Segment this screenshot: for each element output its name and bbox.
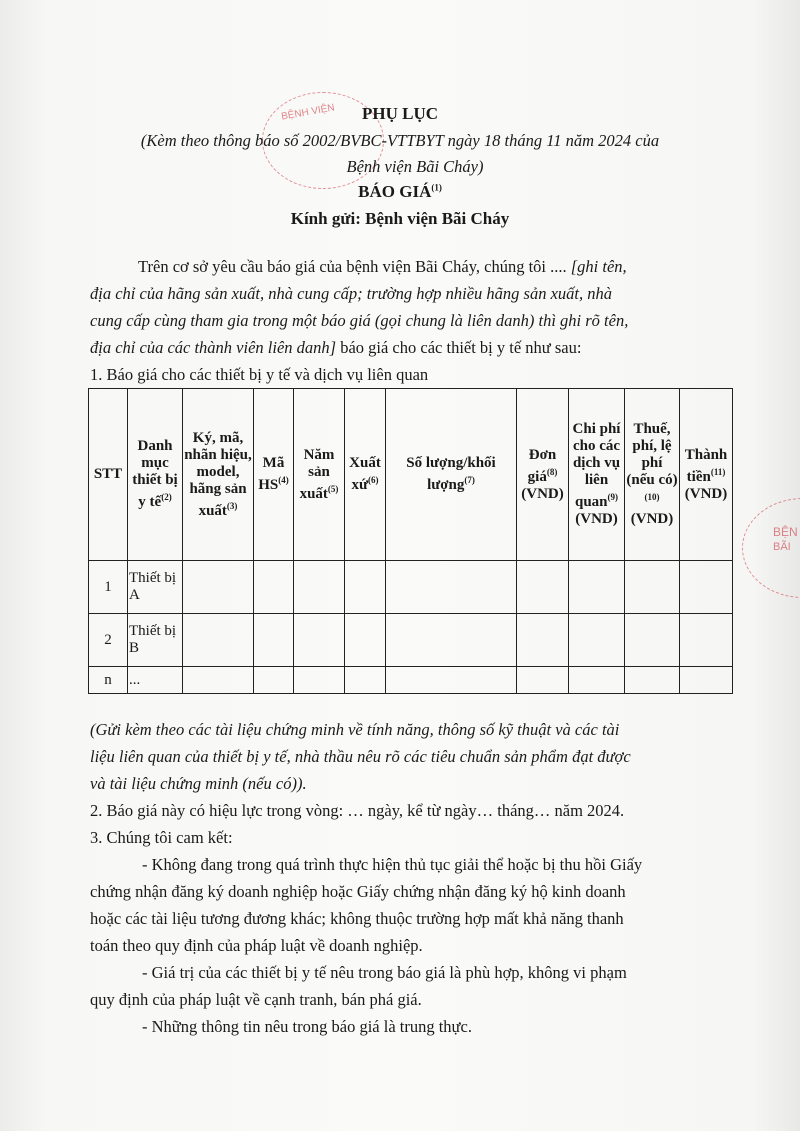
table-cell (294, 614, 345, 667)
table-cell (569, 667, 625, 694)
table-cell (254, 561, 294, 614)
table-cell (625, 614, 680, 667)
intro-line-4 (90, 338, 712, 358)
subtitle-line-2: Bệnh viện Bãi Cháy) (346, 157, 484, 176)
row-stt: n (89, 667, 128, 694)
document-title-note: (1) (431, 182, 442, 193)
stamp-text: BỆNH VIỆN (280, 102, 336, 123)
row-item-name: ... (128, 667, 183, 694)
col-header-don-gia: Đơn giá$^{(8)}$ (VND) (517, 389, 569, 561)
intro-line-2: địa chỉ của hãng sản xuất, nhà cung cấp; trường hợp nhiều hãng sản xuất, nhà (90, 284, 613, 303)
document-title (0, 182, 800, 202)
table-cell (517, 614, 569, 667)
side-stamp-text-2: BÃI (773, 541, 791, 553)
intro-line-1-italic: [ghi tên, (570, 257, 627, 276)
table-row (89, 561, 733, 614)
quotation-table (88, 388, 733, 694)
table-cell (680, 614, 733, 667)
intro-line-1-text: Trên cơ sở yêu cầu báo giá của bệnh viện Bãi Cháy, chúng tôi .... (138, 257, 571, 276)
table-cell (386, 561, 517, 614)
intro-line-4-text: báo giá cho các thiết bị y tế như sau: (336, 338, 582, 357)
table-cell (183, 561, 254, 614)
table-cell (680, 667, 733, 694)
commitment-2-line-1: - Giá trị của các thiết bị y tế nêu trong báo giá là phù hợp, không vi phạm (142, 963, 627, 982)
table-cell (517, 561, 569, 614)
intro-line-4-italic: địa chỉ của các thành viên liên danh] (90, 338, 337, 357)
appendix-title: PHỤ LỤC (361, 104, 439, 123)
note-line-3: và tài liệu chứng minh (nếu có)). (90, 774, 307, 793)
col-header-danh-muc: Danh mục thiết bị y tế$^{(2)}$ (128, 389, 183, 561)
commitment-1-line-1: - Không đang trong quá trình thực hiện thủ tục giải thể hoặc bị thu hồi Giấy (142, 855, 643, 874)
commitment-1-line-4: toán theo quy định của pháp luật về doanh nghiệp. (90, 936, 423, 955)
table-cell (569, 614, 625, 667)
col-header-stt: STT (89, 389, 128, 561)
table-cell (625, 667, 680, 694)
subtitle-line-1: (Kèm theo thông báo số 2002/BVBC-VTTBYT ngày 18 tháng 11 năm 2024 của (140, 131, 660, 150)
commitment-3-line-1: - Những thông tin nêu trong báo giá là trung thực. (142, 1017, 472, 1036)
side-stamp-text-1: BỆN (773, 525, 798, 539)
table-cell (294, 561, 345, 614)
table-row (89, 614, 733, 667)
col-header-xuat-xu: Xuất xứ$^{(6)}$ (345, 389, 386, 561)
col-header-nam-sx: Năm sản xuất$^{(5)}$ (294, 389, 345, 561)
section-3-heading: 3. Chúng tôi cam kết: (90, 828, 233, 847)
note-line-2: liệu liên quan của thiết bị y tế, nhà thầu nêu rõ các tiêu chuẩn sản phẩm đạt được (90, 747, 631, 766)
recipient-line: Kính gửi: Bệnh viện Bãi Cháy (290, 209, 510, 228)
section-1-heading: 1. Báo giá cho các thiết bị y tế và dịch vụ liên quan (90, 365, 429, 384)
note-line-1: (Gửi kèm theo các tài liệu chứng minh về tính năng, thông số kỹ thuật và các tài (90, 720, 620, 739)
table-cell (569, 561, 625, 614)
table-cell (386, 667, 517, 694)
col-header-thue: Thuế, phí, lệ phí (nếu có)$^{(10)}$ (VND) (625, 389, 680, 561)
col-header-ma-hs: Mã HS$^{(4)}$ (254, 389, 294, 561)
col-header-chi-phi: Chi phí cho các dịch vụ liên quan$^{(9)}$ (VND) (569, 389, 625, 561)
row-stt: 2 (89, 614, 128, 667)
commitment-2-line-2: quy định của pháp luật về cạnh tranh, bán phá giá. (90, 990, 422, 1009)
commitment-1-line-3: hoặc các tài liệu tương đương khác; không thuộc trường hợp mất khả năng thanh (90, 909, 624, 928)
row-stt: 1 (89, 561, 128, 614)
table-row (89, 667, 733, 694)
table-cell (254, 667, 294, 694)
table-cell (254, 614, 294, 667)
col-header-thanh-tien: Thành tiền$^{(11)}$ (VND) (680, 389, 733, 561)
intro-line-3: cung cấp cùng tham gia trong một báo giá (gọi chung là liên danh) thì ghi rõ tên, (90, 311, 629, 330)
table-cell (345, 614, 386, 667)
table-cell (183, 614, 254, 667)
table-cell (183, 667, 254, 694)
table-header-row (89, 389, 733, 561)
table-cell (345, 667, 386, 694)
document-title-text: BÁO GIÁ (358, 182, 432, 201)
table-cell (517, 667, 569, 694)
col-header-ky-ma: Ký, mã, nhãn hiệu, model, hãng sản xuất$^{(3)}$ (183, 389, 254, 561)
table-cell (345, 561, 386, 614)
table-cell (386, 614, 517, 667)
table-cell (680, 561, 733, 614)
row-item-name: Thiết bị B (128, 614, 183, 667)
section-2-validity: 2. Báo giá này có hiệu lực trong vòng: … ngày, kể từ ngày… tháng… năm 2024. (90, 801, 625, 820)
side-stamp (742, 498, 800, 598)
col-header-so-luong: Số lượng/khối lượng$^{(7)}$ (386, 389, 517, 561)
table-cell (625, 561, 680, 614)
row-item-name: Thiết bị A (128, 561, 183, 614)
table-cell (294, 667, 345, 694)
commitment-1-line-2: chứng nhận đăng ký doanh nghiệp hoặc Giấy chứng nhận đăng ký hộ kinh doanh (90, 882, 626, 901)
intro-line-1 (90, 257, 712, 277)
